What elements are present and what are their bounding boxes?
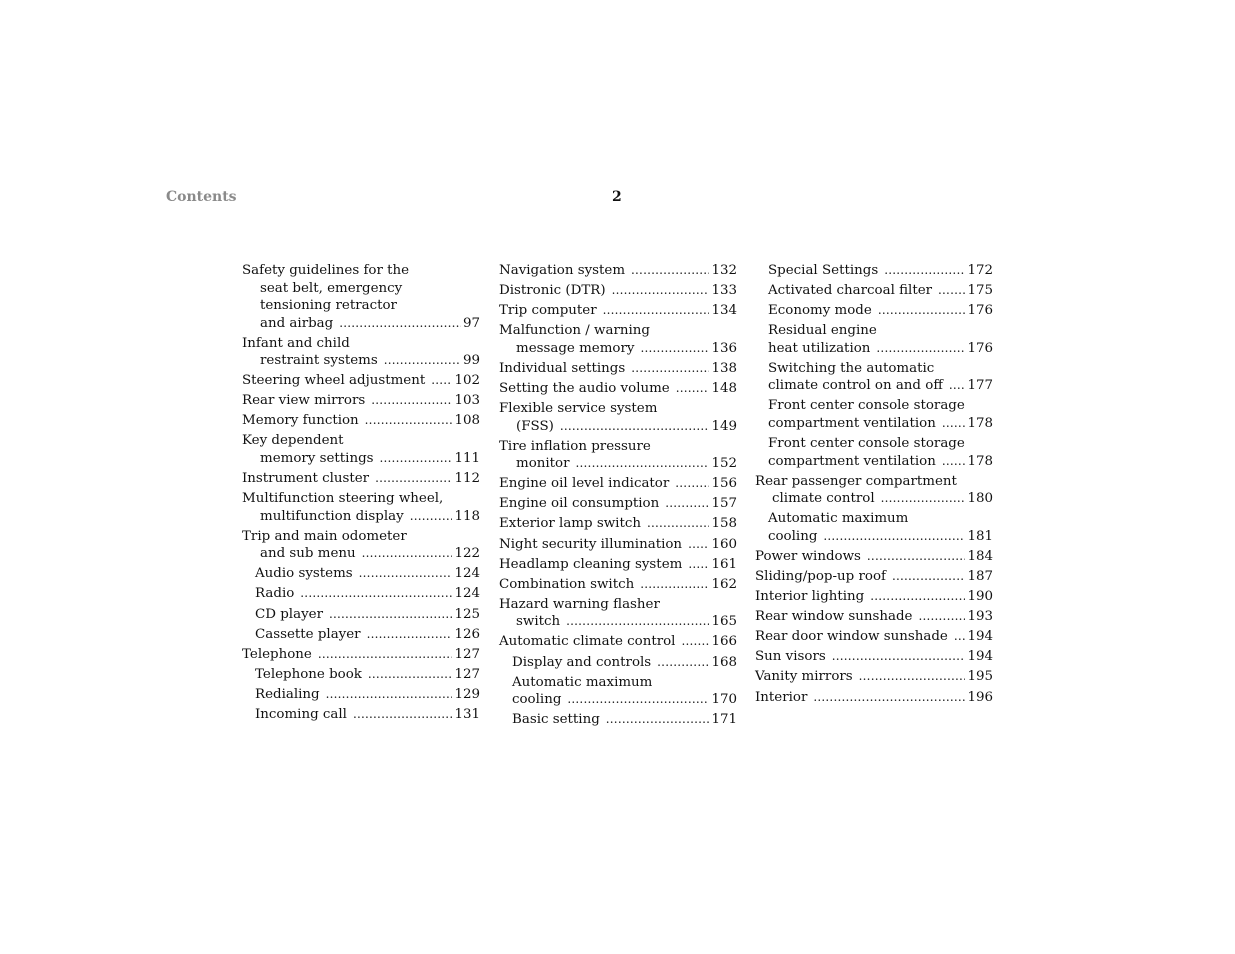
toc-entry-label: Engine oil level indicator — [499, 476, 670, 492]
toc-entry[interactable] — [499, 576, 737, 594]
dot-leader — [326, 686, 453, 704]
dot-leader — [359, 565, 453, 583]
toc-entry-label: Rear door window sunshade — [755, 629, 948, 645]
toc-page-number: 187 — [967, 568, 993, 584]
dot-leader — [560, 418, 710, 436]
toc-page-number: 124 — [454, 586, 480, 602]
toc-entry-label: Residual engine — [768, 323, 877, 339]
toc-page-number: 156 — [711, 476, 737, 492]
section-title: Contents — [166, 189, 237, 205]
dot-leader — [431, 372, 452, 390]
dot-leader — [631, 360, 709, 378]
toc-entry[interactable] — [499, 654, 737, 672]
dot-leader — [665, 495, 709, 513]
toc-entry-label: Headlamp cleaning system — [499, 556, 683, 572]
dot-leader — [375, 470, 452, 488]
toc-entry[interactable] — [499, 438, 737, 473]
toc-entry[interactable] — [755, 435, 993, 470]
toc-entry-label: Automatic climate control — [499, 634, 676, 650]
toc-page-number: 157 — [711, 496, 737, 512]
toc-entry-label: Trip and main odometer — [242, 528, 407, 544]
toc-column-1 — [242, 262, 480, 726]
toc-page-number: 180 — [967, 491, 993, 507]
toc-entry-label: Setting the audio volume — [499, 380, 670, 396]
toc-entry[interactable] — [755, 282, 993, 300]
toc-entry[interactable] — [499, 262, 737, 280]
toc-entry-label: Combination switch — [499, 576, 635, 592]
toc-entry-label: CD player — [255, 606, 323, 622]
dot-leader — [368, 666, 453, 684]
toc-entry-label: Rear window sunshade — [755, 609, 913, 625]
toc-page-number: 102 — [454, 373, 480, 389]
toc-page-number: 118 — [454, 508, 480, 524]
dot-leader — [688, 556, 709, 574]
dot-leader — [918, 608, 965, 626]
toc-page-number: 152 — [711, 456, 737, 472]
dot-leader — [938, 282, 965, 300]
toc-page-number: 172 — [967, 263, 993, 278]
toc-page-number: 138 — [711, 360, 737, 376]
dot-leader — [318, 646, 453, 664]
toc-entry[interactable] — [499, 282, 737, 300]
toc-entry-label: Basic setting — [512, 712, 600, 728]
dot-leader — [867, 548, 966, 566]
dot-leader — [365, 412, 453, 430]
toc-entry-label: message memory — [516, 340, 635, 356]
toc-entry-label: Automatic maximum — [512, 674, 653, 690]
toc-page-number: 112 — [454, 471, 480, 487]
toc-page-number: 127 — [454, 666, 480, 682]
toc-page-number: 158 — [711, 516, 737, 532]
dot-leader — [380, 450, 453, 468]
toc-page-number: 111 — [454, 450, 480, 466]
toc-page-number: 122 — [454, 546, 480, 562]
dot-leader — [640, 340, 709, 358]
dot-leader — [410, 508, 453, 526]
toc-entry[interactable] — [499, 400, 737, 435]
toc-entry[interactable] — [499, 596, 737, 631]
dot-leader — [606, 711, 710, 729]
toc-entry[interactable] — [755, 608, 993, 626]
dot-leader — [823, 528, 965, 546]
toc-entry-label: compartment ventilation — [768, 415, 936, 431]
toc-entry-label: Malfunction / warning — [499, 323, 651, 339]
toc-page-number: 160 — [711, 536, 737, 552]
toc-page-number: 195 — [967, 669, 993, 685]
toc-entry-label: Radio — [255, 586, 295, 602]
toc-entry-label: (FSS) — [516, 418, 554, 434]
toc-entry[interactable] — [755, 628, 993, 646]
toc-entry[interactable] — [755, 262, 993, 280]
toc-page-number: 193 — [967, 609, 993, 625]
toc-page-number: 126 — [454, 626, 480, 642]
toc-page-number: 194 — [967, 629, 993, 645]
toc-page-number: 190 — [967, 589, 993, 605]
toc-entry[interactable] — [499, 515, 737, 533]
toc-entry-label: Multifunction steering wheel, — [242, 491, 444, 507]
dot-leader — [942, 453, 966, 471]
toc-entry[interactable] — [242, 528, 480, 563]
dot-leader — [647, 515, 709, 533]
toc-page-number: 162 — [711, 576, 737, 592]
dot-leader — [362, 545, 453, 563]
toc-page-number: 127 — [454, 646, 480, 662]
toc-page-number: 171 — [711, 712, 737, 728]
toc-entry-label: and airbag — [260, 315, 334, 331]
dot-leader — [870, 588, 965, 606]
toc-entry-label: Infant and child — [242, 335, 350, 351]
toc-entry[interactable] — [242, 666, 480, 684]
toc-entry[interactable] — [499, 711, 737, 729]
toc-entry[interactable] — [242, 335, 480, 370]
dot-leader — [881, 490, 966, 508]
toc-entry-label: Memory function — [242, 413, 359, 429]
toc-entry[interactable] — [242, 262, 480, 332]
toc-page-number: 178 — [967, 453, 993, 469]
toc-page-number: 168 — [711, 654, 737, 670]
toc-entry[interactable] — [499, 302, 737, 320]
toc-entry[interactable] — [499, 322, 737, 357]
toc-page-number: 131 — [454, 707, 480, 722]
toc-entry[interactable] — [755, 360, 993, 395]
toc-entry-label: Switching the automatic — [768, 360, 935, 376]
dot-leader — [892, 568, 965, 586]
toc-entry[interactable] — [499, 475, 737, 493]
dot-leader — [603, 302, 710, 320]
dot-leader — [339, 315, 461, 333]
toc-entry-label: Night security illumination — [499, 536, 683, 552]
toc-entry[interactable] — [755, 510, 993, 545]
toc-entry-label: Redialing — [255, 686, 320, 702]
toc-entry-label: cooling — [512, 692, 562, 708]
toc-entry[interactable] — [755, 473, 993, 508]
toc-page-number: 136 — [711, 340, 737, 356]
toc-entry-label: Rear view mirrors — [242, 393, 366, 409]
toc-page-number: 170 — [711, 692, 737, 708]
toc-page-number: 165 — [711, 614, 737, 630]
page-number: 2 — [612, 189, 622, 205]
dot-leader — [676, 380, 710, 398]
toc-entry[interactable] — [242, 706, 480, 724]
toc-entry[interactable] — [242, 585, 480, 603]
toc-entry[interactable] — [242, 686, 480, 704]
toc-entry-label: Display and controls — [512, 654, 652, 670]
toc-entry-label: tensioning retractor — [260, 298, 397, 313]
dot-leader — [954, 628, 966, 646]
dot-leader — [884, 262, 965, 280]
toc-page-number: 132 — [711, 263, 737, 278]
dot-leader — [367, 626, 453, 644]
dot-leader — [567, 691, 709, 709]
toc-entry-label: Incoming call — [255, 707, 347, 722]
dot-leader — [813, 689, 965, 707]
toc-entry-label: Cassette player — [255, 626, 361, 642]
toc-page-number: 176 — [967, 340, 993, 356]
toc-entry-label: seat belt, emergency — [260, 280, 403, 296]
dot-leader — [949, 377, 966, 395]
dot-leader — [300, 585, 452, 603]
toc-page-number: 176 — [967, 303, 993, 319]
dot-leader — [353, 706, 452, 724]
dot-leader — [876, 340, 965, 358]
dot-leader — [612, 282, 710, 300]
toc-page-number: 181 — [967, 528, 993, 544]
toc-entry-label: Sliding/pop-up roof — [755, 568, 886, 584]
toc-entry[interactable] — [499, 674, 737, 709]
toc-entry[interactable] — [242, 606, 480, 624]
dot-leader — [384, 352, 461, 370]
toc-entry-label: Distronic (DTR) — [499, 283, 606, 299]
toc-page-number: 184 — [967, 548, 993, 564]
toc-entry[interactable] — [755, 548, 993, 566]
dot-leader — [576, 455, 710, 473]
toc-entry-label: Interior — [755, 689, 808, 705]
toc-entry[interactable] — [499, 633, 737, 651]
toc-page-number: 175 — [967, 283, 993, 299]
toc-page-number: 149 — [711, 418, 737, 434]
toc-entry[interactable] — [242, 490, 480, 525]
toc-entry[interactable] — [242, 565, 480, 583]
toc-page-number: 97 — [462, 315, 480, 331]
toc-entry-label: climate control — [772, 491, 875, 507]
toc-entry-label: monitor — [516, 456, 570, 472]
dot-leader — [657, 654, 709, 672]
toc-page-number: 125 — [454, 606, 480, 622]
toc-entry-label: heat utilization — [768, 340, 871, 356]
toc-entry[interactable] — [755, 648, 993, 666]
toc-entry-label: Individual settings — [499, 360, 626, 376]
toc-entry-label: Activated charcoal filter — [768, 283, 933, 299]
dot-leader — [566, 613, 709, 631]
toc-entry-label: Tire inflation pressure — [499, 438, 651, 454]
toc-entry-label: Trip computer — [499, 303, 597, 319]
toc-column-2 — [499, 262, 737, 731]
toc-column-3 — [755, 262, 993, 709]
dot-leader — [371, 392, 452, 410]
toc-entry[interactable] — [755, 302, 993, 320]
toc-entry-label: Vanity mirrors — [755, 669, 853, 685]
toc-entry-label: Engine oil consumption — [499, 496, 660, 512]
toc-entry[interactable] — [499, 495, 737, 513]
toc-page-number: 129 — [454, 686, 480, 702]
toc-page-number: 148 — [711, 380, 737, 396]
toc-entry-label: and sub menu — [260, 546, 356, 562]
toc-entry[interactable] — [242, 470, 480, 488]
toc-entry[interactable] — [242, 626, 480, 644]
toc-entry-label: Key dependent — [242, 433, 344, 449]
toc-entry[interactable] — [755, 689, 993, 707]
toc-page-number: 99 — [462, 353, 480, 369]
toc-entry[interactable] — [499, 380, 737, 398]
toc-entry-label: Exterior lamp switch — [499, 516, 641, 532]
toc-entry-label: Navigation system — [499, 263, 626, 278]
toc-entry-label: Sun visors — [755, 649, 826, 665]
toc-entry[interactable] — [499, 556, 737, 574]
toc-entry-label: restraint systems — [260, 353, 378, 369]
toc-entry[interactable] — [242, 646, 480, 664]
toc-entry-label: Front center console storage — [768, 436, 965, 452]
dot-leader — [329, 606, 452, 624]
dot-leader — [681, 633, 709, 651]
toc-page-number: 177 — [967, 378, 993, 394]
dot-leader — [688, 536, 709, 554]
toc-entry-label: cooling — [768, 528, 818, 544]
toc-page-number: 134 — [711, 303, 737, 319]
dot-leader — [859, 668, 966, 686]
toc-entry-label: Telephone book — [255, 666, 362, 682]
toc-page-number: 194 — [967, 649, 993, 665]
dot-leader — [942, 415, 966, 433]
toc-entry[interactable] — [755, 568, 993, 586]
dot-leader — [675, 475, 709, 493]
dot-leader — [631, 262, 709, 280]
toc-page-number: 108 — [454, 413, 480, 429]
toc-entry-label: Flexible service system — [499, 401, 658, 417]
toc-entry-label: Steering wheel adjustment — [242, 373, 426, 389]
toc-entry-label: climate control on and off — [768, 378, 943, 394]
dot-leader — [640, 576, 709, 594]
toc-entry-label: Telephone — [242, 646, 312, 662]
toc-entry-label: Power windows — [755, 548, 861, 564]
toc-entry[interactable] — [755, 668, 993, 686]
toc-page-number: 178 — [967, 415, 993, 431]
toc-page-number: 196 — [967, 689, 993, 705]
toc-entry-label: Rear passenger compartment — [755, 473, 957, 489]
toc-entry[interactable] — [755, 322, 993, 357]
toc-entry-label: switch — [516, 614, 561, 630]
toc-entry-label: Instrument cluster — [242, 471, 370, 487]
toc-page-number: 161 — [711, 556, 737, 572]
toc-page-number: 124 — [454, 566, 480, 582]
toc-entry[interactable] — [499, 360, 737, 378]
toc-entry-label: memory settings — [260, 450, 374, 466]
toc-entry-label: Economy mode — [768, 303, 872, 319]
toc-entry-label: Safety guidelines for the — [242, 263, 410, 278]
toc-entry-label: Automatic maximum — [768, 511, 909, 527]
toc-entry[interactable] — [242, 392, 480, 410]
toc-entry-label: Front center console storage — [768, 398, 965, 414]
toc-entry[interactable] — [499, 536, 737, 554]
toc-entry[interactable] — [755, 588, 993, 606]
toc-entry-label: Audio systems — [255, 566, 353, 582]
toc-page-number: 103 — [454, 393, 480, 409]
toc-entry-label: Interior lighting — [755, 589, 865, 605]
toc-entry[interactable] — [242, 412, 480, 430]
toc-entry[interactable] — [242, 372, 480, 390]
toc-entry-label: multifunction display — [260, 508, 404, 524]
toc-page-number: 133 — [711, 283, 737, 299]
toc-entry[interactable] — [755, 397, 993, 432]
dot-leader — [832, 648, 966, 666]
toc-entry-label: Hazard warning flasher — [499, 596, 660, 612]
toc-page-number: 166 — [711, 634, 737, 650]
toc-entry[interactable] — [242, 432, 480, 467]
toc-entry-label: Special Settings — [768, 263, 879, 278]
toc-entry-label: compartment ventilation — [768, 453, 936, 469]
dot-leader — [878, 302, 966, 320]
